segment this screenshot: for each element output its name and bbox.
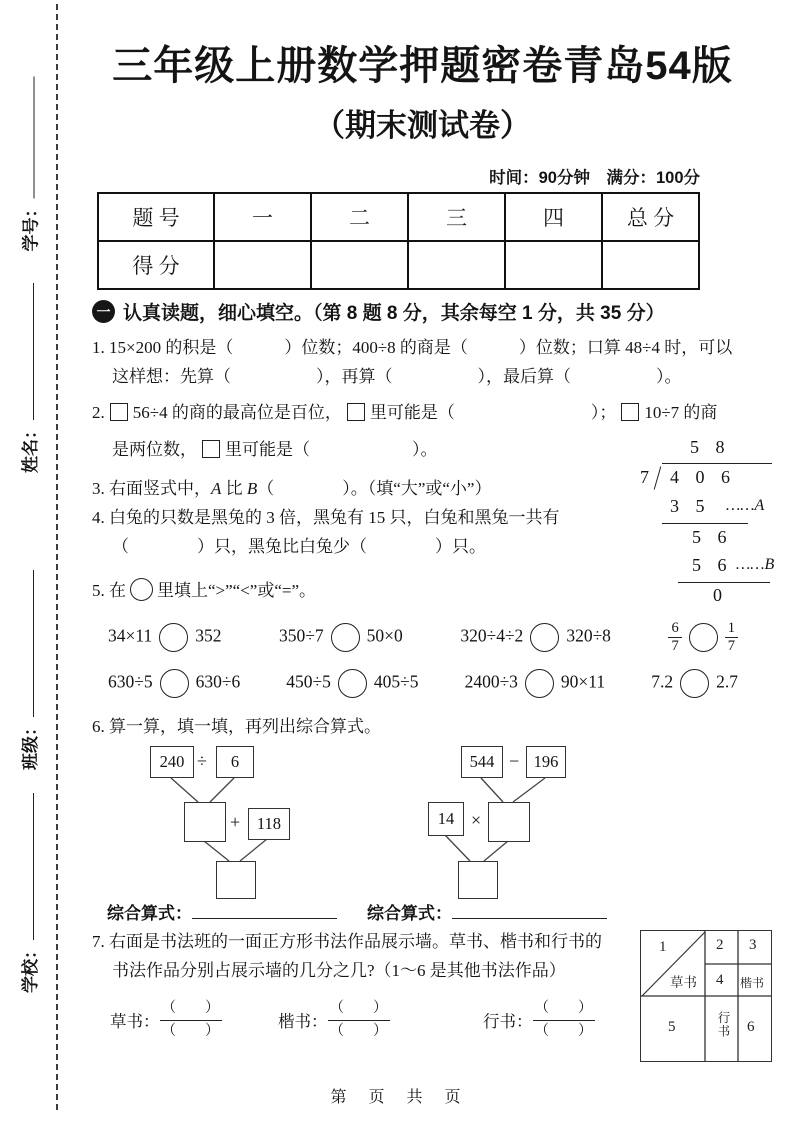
compare-circle bbox=[160, 669, 189, 698]
q5-text: 5. 在 bbox=[92, 581, 126, 600]
division-divisor: 7 bbox=[640, 467, 655, 487]
compare-right: 2.7 bbox=[716, 671, 738, 692]
section-number-badge: 一 bbox=[92, 300, 115, 323]
blank-box bbox=[621, 403, 639, 421]
expression-blank-left bbox=[107, 899, 337, 924]
flow-box-value: 240 bbox=[150, 746, 194, 778]
q3-text: 3. 右面竖式中， bbox=[92, 479, 211, 498]
field-class bbox=[13, 570, 43, 770]
flow-box-value: 118 bbox=[248, 808, 290, 840]
exam-meta: 时间：90分钟 满分：100分 bbox=[489, 169, 700, 187]
q2-text: 56÷4 的商的最高位是百位， bbox=[132, 403, 342, 422]
name-label: 姓名： bbox=[20, 422, 40, 473]
dashed-cut-line bbox=[56, 4, 58, 1110]
flow-box-value: 14 bbox=[428, 802, 464, 836]
score-table bbox=[97, 192, 700, 290]
q2-text: 是两位数， bbox=[112, 440, 197, 459]
compare-left: 450÷5 bbox=[286, 671, 331, 692]
division-rule-1 bbox=[662, 523, 748, 524]
long-division-figure bbox=[640, 437, 794, 615]
compare-right: 405÷5 bbox=[373, 671, 419, 692]
student-id-blank bbox=[19, 77, 34, 199]
wall-cell-6: 6 bbox=[747, 1019, 755, 1035]
compare-circle bbox=[130, 578, 153, 601]
division-rule-2 bbox=[678, 582, 770, 583]
section-one-heading bbox=[92, 298, 665, 325]
field-school bbox=[13, 793, 43, 993]
kaishu-label: 楷书： bbox=[278, 1012, 328, 1032]
score-header-cell: 一 bbox=[214, 193, 311, 241]
compare-circle bbox=[689, 623, 718, 652]
compare-right: 320÷8 bbox=[566, 625, 611, 646]
footer-page-label: 第 页 共 页 bbox=[330, 1089, 464, 1106]
blank-box bbox=[347, 403, 365, 421]
division-label-b: ……B bbox=[736, 556, 775, 573]
compare-right: 352 bbox=[195, 625, 222, 646]
operator: − bbox=[509, 751, 520, 771]
compare-right: 90×11 bbox=[560, 671, 606, 692]
blank-box bbox=[202, 440, 220, 458]
caoshu-label: 草书： bbox=[110, 1012, 160, 1032]
compare-circle bbox=[530, 623, 559, 652]
division-step-3: 5 6 bbox=[692, 555, 733, 575]
score-blank-cell bbox=[602, 241, 699, 289]
fraction-left: $\frac{6}{7}$ bbox=[668, 620, 681, 654]
compare-left: 350÷7 bbox=[279, 625, 324, 646]
flow-box-value: 196 bbox=[526, 746, 566, 778]
compare-circle bbox=[680, 669, 709, 698]
q3-var-b: B bbox=[246, 479, 258, 498]
compare-right: 630÷6 bbox=[195, 671, 241, 692]
compare-item bbox=[465, 669, 606, 698]
flow-box-blank bbox=[184, 802, 226, 842]
wall-cell-xingshu: 行书 bbox=[716, 1011, 730, 1038]
division-step-1: 3 5 bbox=[670, 496, 711, 516]
expression-blank-right bbox=[367, 899, 607, 924]
q2-text: 10÷7 的商 bbox=[644, 403, 718, 422]
fraction-blank: $\frac{( )}{( )}$ bbox=[160, 998, 222, 1043]
exam-subtitle: （期末测试卷） bbox=[314, 108, 531, 143]
compare-item bbox=[108, 623, 221, 652]
operator: × bbox=[471, 810, 482, 830]
compare-left: 2400÷3 bbox=[464, 671, 518, 692]
compare-item bbox=[460, 623, 611, 652]
fraction-right: $\frac{1}{7}$ bbox=[725, 620, 738, 654]
question-2-line-1 bbox=[92, 402, 717, 425]
operator: ÷ bbox=[197, 751, 207, 771]
blank-box bbox=[110, 403, 128, 421]
score-blank-cell bbox=[311, 241, 408, 289]
compare-left: 630÷5 bbox=[108, 671, 153, 692]
compare-right: 50×0 bbox=[366, 625, 403, 646]
field-name bbox=[13, 283, 43, 473]
answer-line bbox=[452, 904, 607, 919]
fraction-blank: $\frac{( )}{( )}$ bbox=[328, 998, 390, 1043]
flow-box-blank bbox=[216, 861, 256, 899]
section-heading-text: 认真读题，细心填空。（第 8 题 8 分，其余每空 1 分，共 35 分） bbox=[123, 303, 665, 324]
q5-text: 里填上“>”“<”或“=”。 bbox=[157, 581, 317, 600]
compare-item bbox=[286, 669, 418, 698]
q2-text: 2. bbox=[92, 403, 105, 422]
answer-line bbox=[192, 904, 337, 919]
wall-cell-3: 3 bbox=[749, 937, 757, 953]
compare-left: 7.2 bbox=[651, 671, 674, 692]
score-value-row bbox=[98, 241, 699, 289]
wall-cell-caoshu: 草书 bbox=[670, 975, 697, 990]
flow-box-blank bbox=[458, 861, 498, 899]
question-5-row-2 bbox=[108, 663, 738, 703]
score-blank-cell bbox=[408, 241, 505, 289]
compare-circle bbox=[159, 623, 188, 652]
q2-text: 里可能是（ ）。 bbox=[225, 440, 438, 459]
tree-diagram-left bbox=[128, 740, 398, 900]
question-5-heading bbox=[92, 578, 316, 603]
tree-diagram-right bbox=[418, 740, 648, 900]
score-header-cell: 四 bbox=[505, 193, 602, 241]
class-label: 班级： bbox=[20, 719, 40, 770]
operator: + bbox=[230, 812, 241, 832]
exam-title: 三年级上册数学押题密卷青岛54版 bbox=[112, 44, 733, 88]
wall-cell-4: 4 bbox=[716, 972, 724, 988]
student-id-label: 学号： bbox=[21, 200, 40, 252]
school-label: 学校： bbox=[20, 942, 40, 993]
xingshu-label: 行书： bbox=[483, 1012, 533, 1032]
score-header-cell: 题 号 bbox=[98, 193, 214, 241]
answer-caoshu bbox=[110, 998, 222, 1043]
answer-kaishu bbox=[278, 998, 390, 1043]
flow-box-blank bbox=[488, 802, 530, 842]
score-label-cell: 得 分 bbox=[98, 241, 214, 289]
compare-circle bbox=[525, 669, 554, 698]
division-remainder: 0 bbox=[713, 585, 728, 605]
question-2-line-2 bbox=[112, 439, 438, 462]
fraction-blank: $\frac{( )}{( )}$ bbox=[533, 998, 595, 1043]
school-blank bbox=[19, 793, 34, 940]
display-wall-grid bbox=[640, 930, 772, 1062]
question-5-row-1 bbox=[108, 613, 738, 661]
wall-cell-2: 2 bbox=[716, 937, 724, 953]
compare-left: 320÷4÷2 bbox=[460, 625, 524, 646]
q3-var-a: A bbox=[211, 479, 222, 498]
question-1-line-1: 1. 15×200 的积是（ ）位数；400÷8 的商是（ ）位数；口算 48÷4 时，可以 bbox=[92, 338, 733, 357]
compare-left: 34×11 bbox=[108, 625, 153, 646]
expression-label: 综合算式： bbox=[367, 904, 452, 923]
question-4-line-2: （ ）只，黑兔比白兔少（ ）只。 bbox=[112, 537, 486, 556]
expression-label: 综合算式： bbox=[107, 904, 192, 923]
class-blank bbox=[19, 570, 34, 717]
question-7-line-1: 7. 右面是书法班的一面正方形书法作品展示墙。草书、楷书和行书的 bbox=[92, 932, 602, 951]
flow-box-value: 544 bbox=[461, 746, 503, 778]
division-dividend: 4 0 6 bbox=[670, 467, 736, 487]
answer-xingshu bbox=[483, 998, 595, 1043]
question-6-heading: 6. 算一算，填一填，再列出综合算式。 bbox=[92, 717, 381, 736]
score-header-cell: 总 分 bbox=[602, 193, 699, 241]
division-step-2: 5 6 bbox=[692, 527, 733, 547]
score-blank-cell bbox=[505, 241, 602, 289]
compare-item-fraction bbox=[668, 620, 738, 654]
flow-box-value: 6 bbox=[216, 746, 254, 778]
score-blank-cell bbox=[214, 241, 311, 289]
score-header-row bbox=[98, 193, 699, 241]
compare-circle bbox=[331, 623, 360, 652]
score-header-cell: 二 bbox=[311, 193, 408, 241]
division-vinculum bbox=[662, 463, 772, 464]
compare-item bbox=[108, 669, 240, 698]
score-header-cell: 三 bbox=[408, 193, 505, 241]
compare-circle bbox=[338, 669, 367, 698]
question-3 bbox=[92, 478, 491, 501]
question-7-line-2: 书法作品分别占展示墙的几分之几?（1～6 是其他书法作品） bbox=[112, 961, 566, 980]
q3-text: 比 bbox=[221, 479, 247, 498]
wall-cell-kaishu: 楷书 bbox=[740, 976, 765, 990]
q3-text: （ ）。（填“大”或“小”） bbox=[257, 479, 492, 498]
compare-item bbox=[279, 623, 403, 652]
division-label-a: ……A bbox=[726, 497, 765, 514]
question-1-line-2: 这样想：先算（ ），再算（ ），最后算（ ）。 bbox=[112, 367, 682, 386]
wall-cell-1: 1 bbox=[659, 939, 667, 955]
compare-item bbox=[651, 669, 738, 698]
question-4-line-1: 4. 白兔的只数是黑兔的 3 倍，黑兔有 15 只，白兔和黑兔一共有 bbox=[92, 508, 560, 527]
q2-text: 里可能是（ ）； bbox=[369, 403, 617, 422]
name-blank bbox=[19, 283, 34, 420]
field-student-id bbox=[14, 77, 44, 252]
division-quotient: 5 8 bbox=[690, 437, 731, 457]
wall-cell-5: 5 bbox=[668, 1019, 676, 1035]
